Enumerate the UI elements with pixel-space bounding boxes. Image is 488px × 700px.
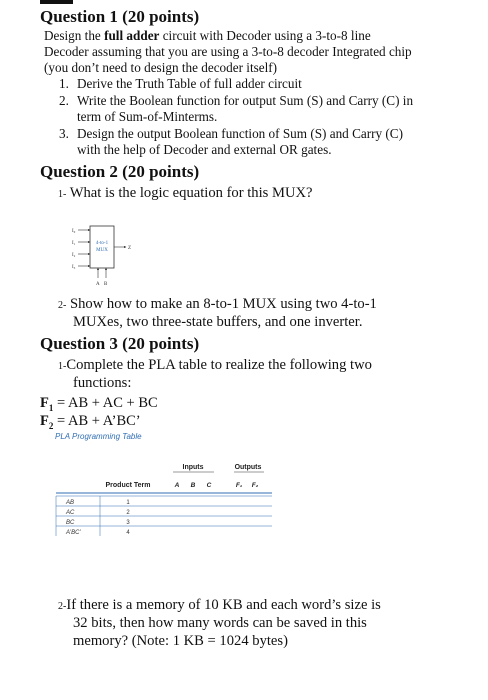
mux-block-label-1: 4-to-1 [95,241,109,246]
pla-inputs-header: Inputs [182,464,204,471]
question-2-item-1: 1- What is the logic equation for this MUX? [58,185,313,201]
question-1-item-3-cont: with the help of Decoder and external OR gates. [77,142,332,157]
mux-select-a-label: A [96,282,100,287]
question-2-item-2: 2- Show how to make an 8-to-1 MUX using two 4-to-1 [58,296,377,312]
pla-table-title: PLA Programming Table [55,432,142,441]
pla-row-label: BC [66,520,75,526]
pla-row-label: AB [66,500,75,506]
pla-col-f2: F₂ [251,482,259,489]
question-1-item-2: 2. Write the Boolean function for output Sum (S) and Carry (C) in [59,93,414,108]
pla-row-number: 4 [126,530,130,536]
question-1-intro-line-3: (you don’t need to design the decoder itself) [44,60,278,75]
question-1-intro-line-2: Decoder assuming that you are using a 3-to-8 decoder Integrated chip [44,44,412,59]
pla-product-term-header: Product Term [105,482,151,489]
pla-row [56,510,272,516]
question-1-item-2-cont: term of Sum-of-Minterms. [77,109,218,124]
question-1-intro-line-1: Design the full adder circuit with Decoder using a 3-to-8 line [44,28,371,43]
pla-row-number: 3 [126,520,130,526]
mux-block [90,226,114,268]
mux-input-1-label: I₁ [72,241,76,246]
pla-col-a: A [174,482,180,489]
question-memory: 2-If there is a memory of 10 KB and each word’s size is [58,597,381,613]
mux-diagram [60,222,150,294]
mux-input-0-label: I₀ [72,229,76,234]
pla-row [65,530,130,536]
mux-input-2-label: I₂ [72,253,76,258]
question-memory-cont-1: 32 bits, then how many words can be saved in this [73,615,367,631]
question-1-item-3: 3. Design the output Boolean function of Sum (S) and Carry (C) [59,126,403,141]
pla-row [56,520,272,526]
top-rule [40,0,73,4]
pla-row-label: AC [66,510,75,516]
pla-table [40,446,280,546]
function-f1: $F_1$ = AB + AC + BC [40,395,158,413]
pla-row-number: 1 [126,500,130,506]
pla-col-f1: F₁ [235,482,243,489]
pla-col-c: C [206,482,212,489]
pla-outputs-header: Outputs [234,464,262,471]
mux-select-b-label: B [104,282,108,287]
question-3-item-1: 1-Complete the PLA table to realize the following two [58,357,372,373]
question-1-title: Question 1 (20 points) [40,7,200,26]
pla-row-label: A’BC’ [66,530,81,536]
mux-block-label-2: MUX [96,248,108,253]
question-memory-cont-2: memory? (Note: 1 KB = 1024 bytes) [73,633,288,649]
function-f2: $F_2$ = AB + A’BC’ [40,413,141,431]
question-2-item-2-cont: MUXes, two three-state buffers, and one inverter. [73,314,363,330]
pla-row [56,500,272,506]
question-2-title: Question 2 (20 points) [40,162,200,181]
question-3-item-1-cont: functions: [73,375,132,391]
pla-col-b: B [190,482,196,489]
pla-row-number: 2 [126,510,130,516]
question-3-title: Question 3 (20 points) [40,334,200,353]
mux-output-label: Z [128,246,132,251]
question-1-item-1: 1. Derive the Truth Table of full adder circuit [59,76,302,91]
mux-input-3-label: I₃ [72,265,76,270]
